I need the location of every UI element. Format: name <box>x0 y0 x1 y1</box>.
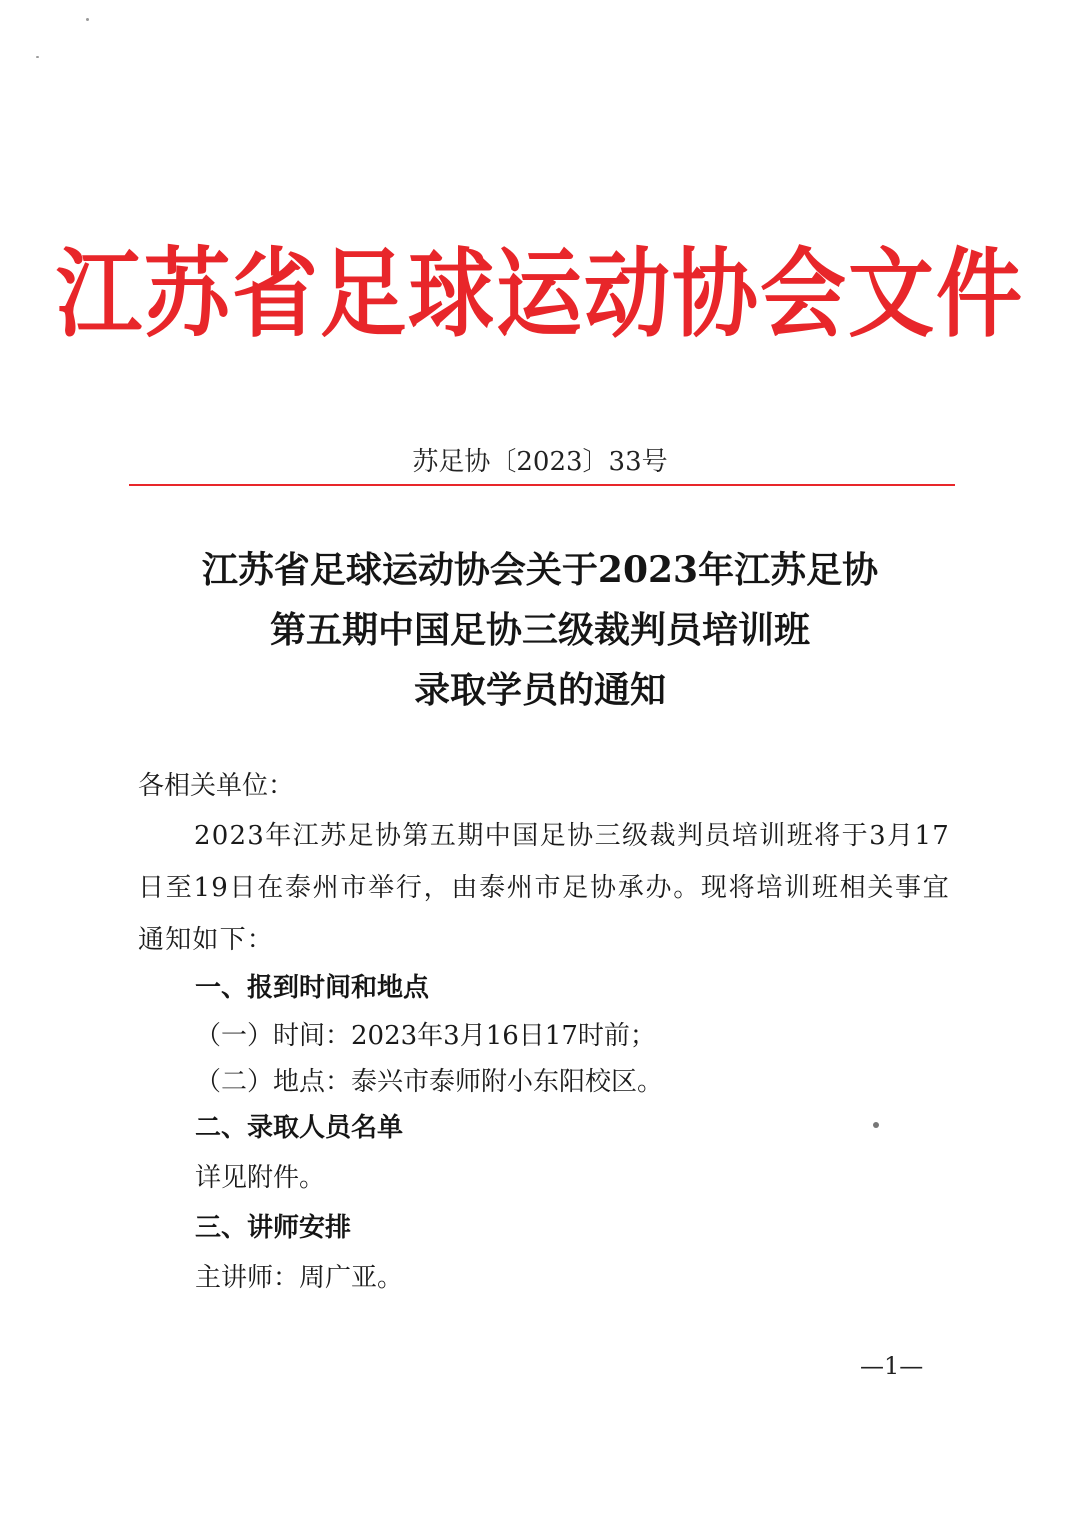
notice-title <box>100 540 980 720</box>
registration-location: （二）地点：泰兴市泰师附小东阳校区。 <box>195 1067 664 1097</box>
scan-speck <box>86 18 89 21</box>
section-heading-admitted-list: 二、录取人员名单 <box>195 1113 404 1143</box>
section-heading-registration: 一、报到时间和地点 <box>195 973 430 1003</box>
admitted-list-text: 详见附件。 <box>195 1163 326 1193</box>
letterhead-title: 江苏省足球运动协会文件 <box>56 239 1024 352</box>
intro-paragraph: 2023年江苏足协第五期中国足协三级裁判员培训班将于3月17日至19日在泰州市举行，由泰州市足协承办。现将培训班相关事宜通知如下： <box>138 821 950 955</box>
red-divider-line <box>129 484 955 486</box>
scan-speck <box>36 56 39 58</box>
notice-title-line-2: 第五期中国足协三级裁判员培训班 <box>269 609 810 651</box>
lecturer-text: 主讲师：周广亚。 <box>195 1263 404 1293</box>
scan-speck <box>873 1122 879 1128</box>
registration-time: （一）时间：2023年3月16日17时前； <box>195 1021 656 1051</box>
notice-title-line-3: 录取学员的通知 <box>413 669 666 711</box>
section-heading-lecturer: 三、讲师安排 <box>195 1213 352 1243</box>
document-number: 苏足协〔2023〕33号 <box>412 447 668 477</box>
notice-title-line-1: 江苏省足球运动协会关于2023年江苏足协 <box>201 549 879 591</box>
page-number: —1— <box>860 1352 924 1380</box>
salutation: 各相关单位： <box>138 771 295 801</box>
